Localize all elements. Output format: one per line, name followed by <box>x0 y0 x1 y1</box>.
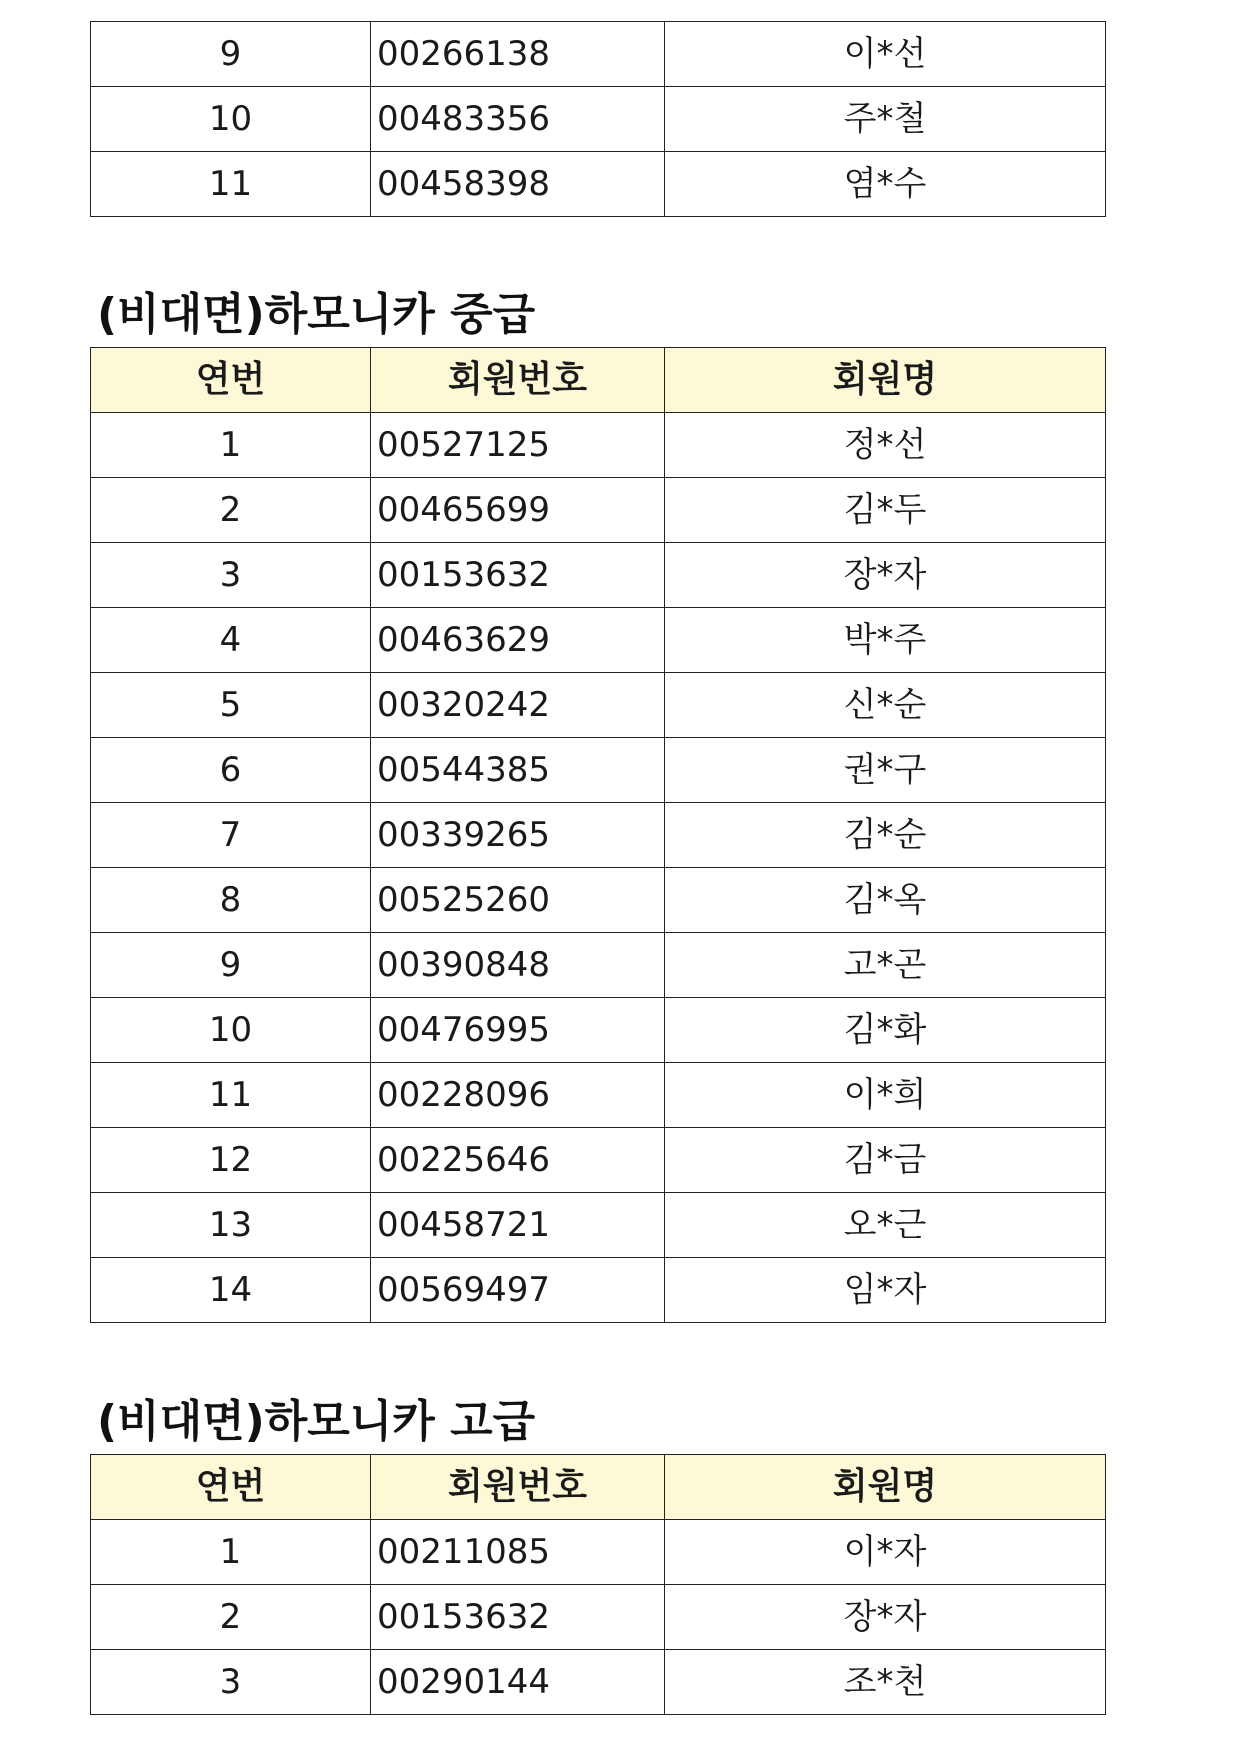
member-name: 김*금 <box>665 1128 1106 1193</box>
member-id: 00153632 <box>371 1585 665 1650</box>
table-body <box>91 1520 1106 1715</box>
member-name: 임*자 <box>665 1258 1106 1323</box>
member-id: 00476995 <box>371 998 665 1063</box>
member-name: 정*선 <box>665 413 1106 478</box>
member-name: 김*두 <box>665 478 1106 543</box>
member-id: 00483356 <box>371 87 665 152</box>
table-header-row <box>91 348 1106 413</box>
member-name: 이*희 <box>665 1063 1106 1128</box>
row-number: 9 <box>91 933 371 998</box>
member-name: 이*선 <box>665 22 1106 87</box>
member-id: 00458398 <box>371 152 665 217</box>
row-number: 2 <box>91 478 371 543</box>
table-row <box>91 1258 1106 1323</box>
member-name: 김*화 <box>665 998 1106 1063</box>
section-title-intermediate: (비대면)하모니카 중급 <box>97 289 536 340</box>
member-name: 박*주 <box>665 608 1106 673</box>
table-row <box>91 152 1106 217</box>
row-number: 6 <box>91 738 371 803</box>
table-row <box>91 478 1106 543</box>
row-number: 11 <box>91 1063 371 1128</box>
table-row <box>91 1585 1106 1650</box>
header-member-name: 회원명 <box>665 348 1106 413</box>
member-table-advanced <box>90 1454 1106 1715</box>
member-id: 00463629 <box>371 608 665 673</box>
row-number: 1 <box>91 413 371 478</box>
table-row <box>91 738 1106 803</box>
member-name: 김*옥 <box>665 868 1106 933</box>
table-row <box>91 933 1106 998</box>
row-number: 3 <box>91 1650 371 1715</box>
row-number: 11 <box>91 152 371 217</box>
table-body <box>91 413 1106 1323</box>
member-name: 신*순 <box>665 673 1106 738</box>
header-member-id: 회원번호 <box>371 348 665 413</box>
row-number: 10 <box>91 87 371 152</box>
member-id: 00228096 <box>371 1063 665 1128</box>
table-row <box>91 1128 1106 1193</box>
member-table-continued <box>90 21 1106 217</box>
member-name: 이*자 <box>665 1520 1106 1585</box>
member-id: 00266138 <box>371 22 665 87</box>
member-id: 00525260 <box>371 868 665 933</box>
member-id: 00211085 <box>371 1520 665 1585</box>
member-id: 00225646 <box>371 1128 665 1193</box>
section-title-advanced: (비대면)하모니카 고급 <box>97 1396 536 1447</box>
table-row <box>91 608 1106 673</box>
row-number: 10 <box>91 998 371 1063</box>
header-member-name: 회원명 <box>665 1455 1106 1520</box>
member-name: 주*철 <box>665 87 1106 152</box>
member-name: 장*자 <box>665 1585 1106 1650</box>
row-number: 14 <box>91 1258 371 1323</box>
row-number: 4 <box>91 608 371 673</box>
table-row <box>91 673 1106 738</box>
table-row <box>91 87 1106 152</box>
row-number: 2 <box>91 1585 371 1650</box>
header-member-id: 회원번호 <box>371 1455 665 1520</box>
row-number: 3 <box>91 543 371 608</box>
member-name: 김*순 <box>665 803 1106 868</box>
table-body <box>91 22 1106 217</box>
member-id: 00527125 <box>371 413 665 478</box>
table-row <box>91 1520 1106 1585</box>
table-header-row <box>91 1455 1106 1520</box>
member-name: 염*수 <box>665 152 1106 217</box>
member-name: 오*근 <box>665 1193 1106 1258</box>
table-row <box>91 22 1106 87</box>
member-id: 00544385 <box>371 738 665 803</box>
member-name: 조*천 <box>665 1650 1106 1715</box>
member-name: 권*구 <box>665 738 1106 803</box>
member-name: 장*자 <box>665 543 1106 608</box>
table-row <box>91 1650 1106 1715</box>
member-id: 00465699 <box>371 478 665 543</box>
header-no: 연번 <box>91 1455 371 1520</box>
member-name: 고*곤 <box>665 933 1106 998</box>
row-number: 12 <box>91 1128 371 1193</box>
member-id: 00290144 <box>371 1650 665 1715</box>
table-row <box>91 1193 1106 1258</box>
table-row <box>91 868 1106 933</box>
row-number: 5 <box>91 673 371 738</box>
row-number: 13 <box>91 1193 371 1258</box>
row-number: 9 <box>91 22 371 87</box>
table-row <box>91 1063 1106 1128</box>
member-id: 00320242 <box>371 673 665 738</box>
table-row <box>91 803 1106 868</box>
member-id: 00458721 <box>371 1193 665 1258</box>
member-table-intermediate <box>90 347 1106 1323</box>
member-id: 00339265 <box>371 803 665 868</box>
member-id: 00390848 <box>371 933 665 998</box>
member-id: 00569497 <box>371 1258 665 1323</box>
row-number: 1 <box>91 1520 371 1585</box>
table-row <box>91 998 1106 1063</box>
member-id: 00153632 <box>371 543 665 608</box>
header-no: 연번 <box>91 348 371 413</box>
table-row <box>91 543 1106 608</box>
table-row <box>91 413 1106 478</box>
row-number: 8 <box>91 868 371 933</box>
row-number: 7 <box>91 803 371 868</box>
